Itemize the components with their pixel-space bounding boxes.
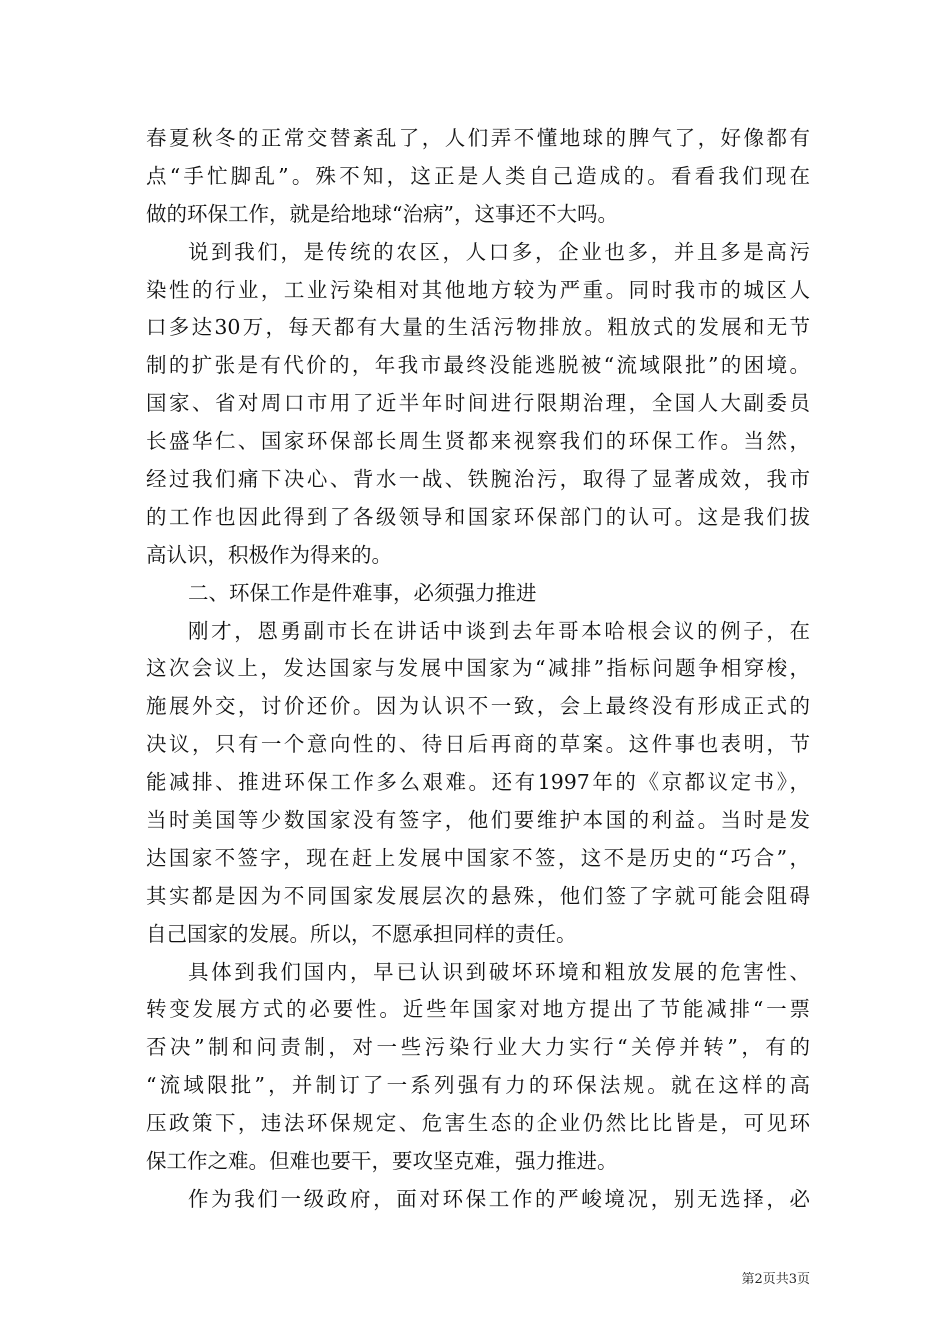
text-line: 这次会议上，发达国家与发展中国家为“减排”指标问题争相穿梭， (146, 656, 810, 681)
text-line: 经过我们痛下决心、背水一战、铁腕治污，取得了显著成效，我市 (146, 467, 810, 492)
text-line: 压政策下，违法环保规定、危害生态的企业仍然比比皆是，可见环 (146, 1111, 810, 1136)
text-line: 决议，只有一个意向性的、待日后再商的草案。这件事也表明，节 (146, 732, 810, 757)
text-line: 转变发展方式的必要性。近些年国家对地方提出了节能减排“一票 (146, 997, 810, 1022)
text-line: 否决”制和问责制，对一些污染行业大力实行“关停并转”，有的 (146, 1035, 810, 1060)
document-body (146, 120, 810, 1219)
text-line: 口多达30万，每天都有大量的生活污物排放。粗放式的发展和无节 (146, 315, 810, 340)
text-line: 保工作之难。但难也要干，要攻坚克难，强力推进。 (146, 1149, 618, 1174)
text-line: 能减排、推进环保工作多么艰难。还有1997年的《京都议定书》， (146, 770, 810, 795)
text-line: 染性的行业，工业污染相对其他地方较为严重。同时我市的城区人 (146, 277, 810, 302)
text-line: 达国家不签字，现在赶上发展中国家不签，这不是历史的“巧合”， (146, 845, 810, 870)
text-line: 施展外交，讨价还价。因为认识不一致，会上最终没有形成正式的 (146, 694, 810, 719)
paragraph-first-line: 作为我们一级政府，面对环保工作的严峻境况，别无选择，必 (188, 1186, 810, 1211)
page-number: 第2页共3页 (741, 1272, 810, 1287)
text-line: 做的环保工作，就是给地球“治病”，这事还不大吗。 (146, 201, 618, 226)
paragraph-first-line: 说到我们，是传统的农区，人口多，企业也多，并且多是高污 (188, 239, 810, 264)
text-line: 其实都是因为不同国家发展层次的悬殊，他们签了字就可能会阻碍 (146, 883, 810, 908)
paragraph-first-line: 具体到我们国内，早已认识到破坏环境和粗放发展的危害性、 (188, 959, 810, 984)
text-line: 点“手忙脚乱”。殊不知，这正是人类自己造成的。看看我们现在 (146, 163, 810, 188)
text-line: 长盛华仁、国家环保部长周生贤都来视察我们的环保工作。当然， (146, 429, 810, 454)
text-line: 当时美国等少数国家没有签字，他们要维护本国的利益。当时是发 (146, 808, 810, 833)
text-line: 自己国家的发展。所以，不愿承担同样的责任。 (146, 921, 577, 946)
text-line: 高认识，积极作为得来的。 (146, 542, 392, 567)
text-line: 春夏秋冬的正常交替紊乱了，人们弄不懂地球的脾气了，好像都有 (146, 126, 810, 150)
text-line: 制的扩张是有代价的，年我市最终没能逃脱被“流域限批”的困境。 (146, 353, 810, 378)
paragraph-first-line: 刚才，恩勇副市长在讲话中谈到去年哥本哈根会议的例子，在 (188, 618, 810, 643)
text-line: 的工作也因此得到了各级领导和国家环保部门的认可。这是我们拔 (146, 504, 810, 529)
text-line: 国家、省对周口市用了近半年时间进行限期治理，全国人大副委员 (146, 391, 810, 416)
text-line: “流域限批”，并制订了一系列强有力的环保法规。就在这样的高 (146, 1073, 810, 1098)
section-heading: 二、环保工作是件难事，必须强力推进 (188, 580, 537, 605)
